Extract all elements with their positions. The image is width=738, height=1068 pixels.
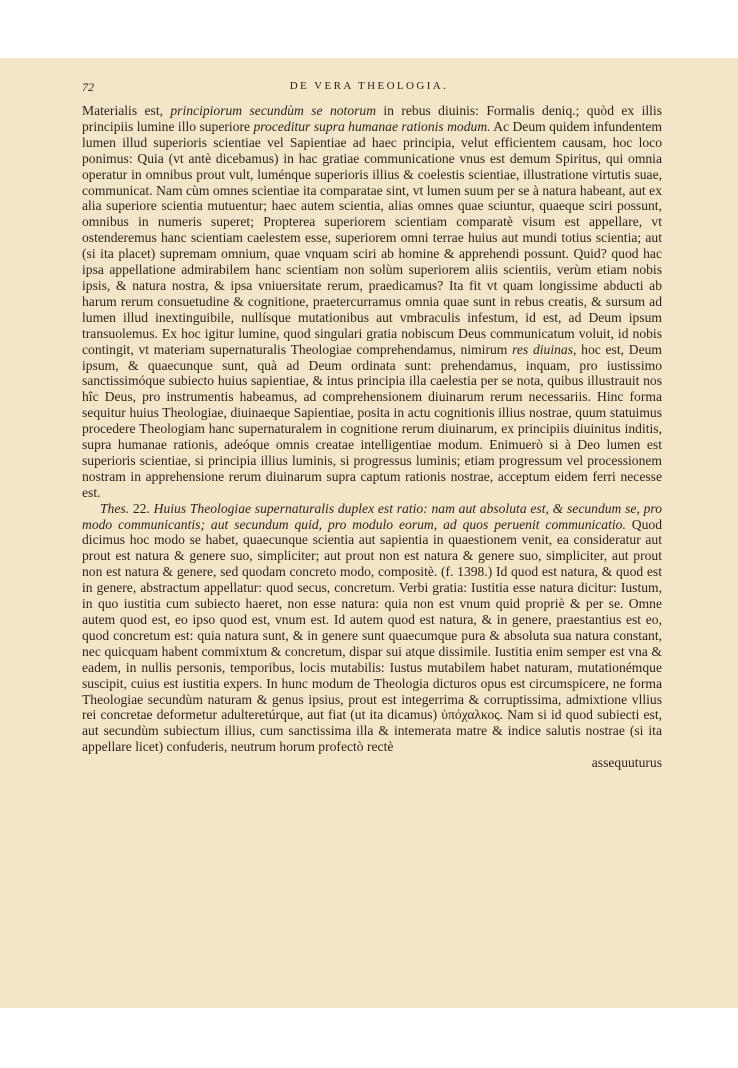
text-segment: Quod dicimus hoc modo se habet, quaecunque scientia aut sapientia in quaestionem venit, ea consideratur aut prout est natura & genere suo, simpliciter; aut prout non est natura & genere suo, simpliciter, aut prout non est natura & genere, sed quodam concreto modo, compositè. (f. 1398.) Id quod est natura, & quod est in genere, abstractum appellatur: quod secus, concretum. Verbi gratia: Iustitia esse natura dicitur: Iustum, in quo iustitia cum subiecto haeret, non esse natura: quia non est vnum quid propriè & per se. Omne autem quod est, eo ipso quod est, vnum est. Id autem quod est natura, & in genere, praestantius est eo, quod concretum est: quia natura sunt, & in genere sunt quaecumque pura & absoluta sua natura constant, nec quicquam habent commixtum & concretum, dispar sui atque dissimile. Iustitia enim semper est vna & eadem, in nullis personis, temporibus, locis mutabilis: Iustus mutabilem habet naturam, mutationémque suscipit, cuius est iustitia expers. In hunc modum de Theologia dicturos opus est circumspicere, ne forma Theologiae secundùm naturam & genus ipsius, prout est integerrima & corruptissima, admixtione vllius rei concretae deformetur adulteretúrque, aut fiat (ut ita dicamus) ὑπόχαλκος. Nam si id quod subiecti est, aut secundùm subiectum illius, cum sanctissima illa & intemerata matre & indice salutis nostrae (si ita appellare licet) confuderis, neutrum horum profectò rectè <box>82 516 662 755</box>
page-number: 72 <box>82 80 94 94</box>
thesis-label: Thes. <box>100 500 130 516</box>
text-segment-italic: proceditur supra humanae rationis modum. <box>253 118 491 134</box>
text-segment: Ac Deum quidem infundentem lumen illud superioris scientiae vel Sapientiae ad haec principia, velut efficientem causam, hoc loco ponimus: Quia (vt antè dicebamus) in hac gratiae communicatione vnus est demum Spiritus, qui omnia operatur in omnibus prout vult, luménque superioris illius & coelestis scientiae, illustratione virtutis suae, communicat. Nam cùm omnes scientiae ita comparatae sint, vt lumen suum per se à natura habeant, aut ex alia superiore scientia mutuentur; haec autem scientia, alias omnes quae sciuntur, quaeque sciri possunt, omnibus in numeris superet; Propterea superiorem scientiam comparatè visum est appellare, vt ostenderemus hanc scientiam caelestem esse, superiorem omni terrae huius aut mundi totius scientia; aut (si ita placet) supremam omnium, quae vnquam sciri ab homine & apprehendi possunt. Quid? quod hac ipsa appellatione admirabilem hanc scientiam non solùm superiorem aliis scientiis, verùm etiam nobis ipsis, & natura nostra, & ipsa vniuersitate rerum, praedicamus? Ita fit vt quam longissime abducti ab harum rerum consuetudine & cognitione, praetercurramus omnia quae sunt in rebus creatis, & sursum ad lumen illud inextinguibile, nullísque mutationibus aut vmbraculis infestum, id est, ad Deum ipsum transuolemus. Ex hoc igitur lumine, quod singulari gratia nobiscum Deus communicatum voluit, id nobis contingit, vt materiam supernaturalis Theologiae comprehendamus, nimirum <box>82 118 662 357</box>
text-segment: , hoc est, Deum ipsum, & quaecunque sunt, quà ad Deum ordinata sunt: prehendamus, inquam, pro iustissimo sanctissimóque subiecto huius sapientiae, & intus principia illa caelestia per se nota, quibus illustrauit nos hîc Deus, pro instrumentis habeamus, ad comprehensionem diuinarum rerum necessariis. Hinc forma sequitur huius Theologiae, diuinaeque Sapientiae, posita in actu cognitionis illius nostrae, quum statuimus procedere Theologiam hanc supernaturalem in cognitione rerum diuinarum, ex principiis diuinitus inditis, supra humanae rationis, adeóque omnis creatae intelligentiae modum. Enimuerò si à Deo lumen est superioris scientiae, si principia illius luminis, si progressus luminis; etiam progressum vel processionem nostram in apprehensione rerum diuinarum supra captum rationis nostrae, acceptum eidem ferri necesse est. <box>82 341 662 500</box>
scan-margin-bottom <box>0 1008 738 1068</box>
running-title: DE VERA THEOLOGIA. <box>289 80 449 92</box>
text-segment-italic: res diuinas <box>512 341 573 357</box>
text-segment: Materialis est, <box>82 103 171 118</box>
catchword: assequuturus <box>591 755 662 771</box>
thesis-statement: Huius Theologiae supernaturalis duplex est ratio: nam aut absoluta est, & secundum se, pro modo communicantis; aut secundum quid, pro modulo eorum, ad quos peruenit communicatio. <box>82 500 662 532</box>
body-text <box>82 103 662 771</box>
text-segment-italic: principiorum secundùm se notorum <box>170 103 377 118</box>
thesis-number: 22. <box>129 500 154 516</box>
text-segment: in rebus diuinis: Formalis deniq.; quòd ex illis principiis lumine illo superiore <box>82 103 662 134</box>
paragraph-thesis-22 <box>82 501 662 756</box>
scan-margin-top <box>0 0 738 58</box>
paragraph-1 <box>82 103 662 501</box>
